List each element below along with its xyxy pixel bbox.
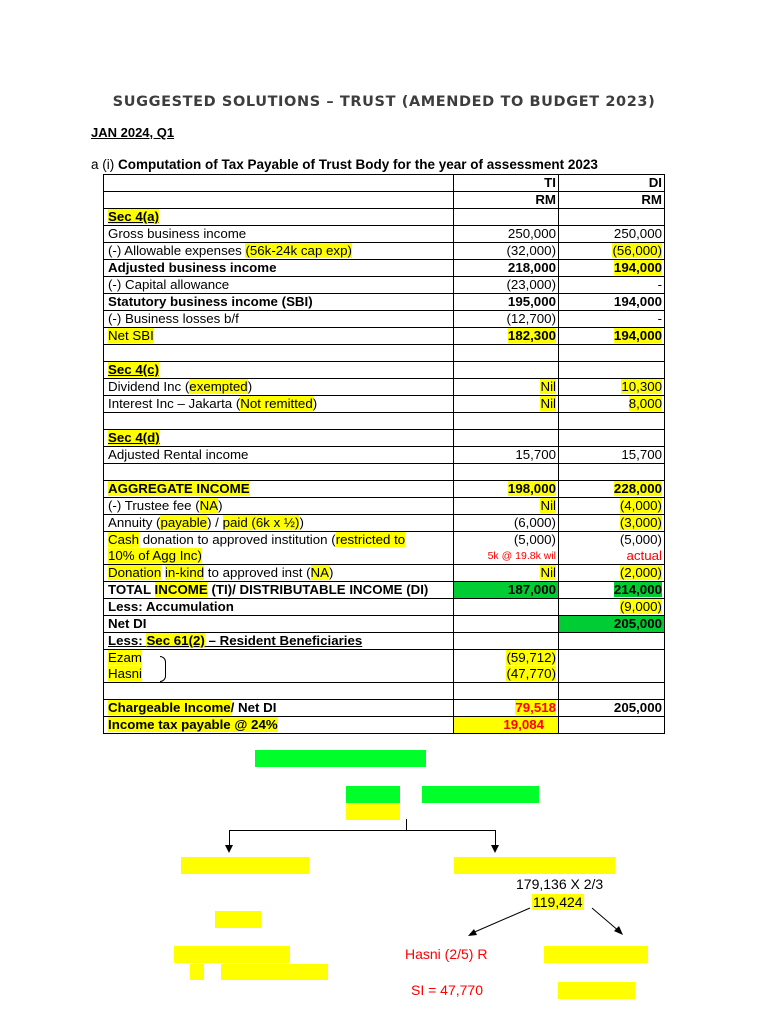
table-row: Dividend Inc (exempted) Nil 10,300 xyxy=(104,379,665,396)
beneficiary-brace xyxy=(160,656,166,682)
table-row: Less: Accumulation (9,000) xyxy=(104,599,665,616)
calc-line-2: 119,424 xyxy=(533,894,583,910)
table-row xyxy=(104,430,665,447)
table-row xyxy=(104,464,665,481)
hasni-share-label: Hasni (2/5) R xyxy=(405,946,488,962)
table-row: Ezam Hasni (59,712) (47,770) xyxy=(104,650,665,683)
header-ti-unit: RM xyxy=(454,192,559,209)
highlight-block xyxy=(215,911,261,928)
arrow-down-right-icon xyxy=(614,926,623,935)
table-row: Net SBI 182,300 194,000 xyxy=(104,328,665,345)
document-title: SUGGESTED SOLUTIONS – TRUST (AMENDED TO BUDGET 2023) xyxy=(112,94,656,110)
table-row: AGGREGATE INCOME 198,000 228,000 xyxy=(104,481,665,498)
table-row: Adjusted Rental income 15,700 15,700 xyxy=(104,447,665,464)
table-row xyxy=(104,345,665,362)
row-label: (-) Allowable expenses (56k-24k cap exp) xyxy=(104,243,454,260)
connector-line xyxy=(495,830,496,846)
table-row: (-) Capital allowance (23,000) - xyxy=(104,277,665,294)
hasni-si-label: SI = 47,770 xyxy=(411,982,484,998)
table-row: Annuity (payable) / paid (6k x ½)) (6,000) (3,000) xyxy=(104,515,665,532)
header-di-unit: RM xyxy=(559,192,665,209)
highlight-block xyxy=(181,857,309,874)
highlight-block xyxy=(190,964,204,980)
table-row xyxy=(104,175,665,192)
highlight-block xyxy=(558,982,635,999)
highlight-block xyxy=(544,946,648,963)
connector-line xyxy=(229,830,496,831)
table-row: Cash donation to approved institution (restricted to 10% of Agg Inc) (5,000) 5k @ 19.8k wil (5,000) actual xyxy=(104,532,665,565)
table-row: Adjusted business income 218,000 194,000 xyxy=(104,260,665,277)
table-row: Donation in-kind to approved inst (NA) Nil (2,000) xyxy=(104,565,665,582)
arrow-down-left-icon xyxy=(468,929,477,936)
header-di: DI xyxy=(559,175,665,192)
header-ti: TI xyxy=(454,175,559,192)
table-row xyxy=(104,362,665,379)
table-row xyxy=(104,209,665,226)
arrow-down-icon xyxy=(491,845,499,853)
table-row: Chargeable Income/ Net DI 79,518 205,000 xyxy=(104,700,665,717)
highlight-block xyxy=(422,786,539,803)
row-label: Gross business income xyxy=(104,226,454,243)
table-row: Net DI 205,000 xyxy=(104,616,665,633)
table-row xyxy=(104,683,665,700)
highlight-block xyxy=(174,946,290,963)
table-row xyxy=(104,413,665,430)
table-row xyxy=(104,192,665,209)
section-sec4d: Sec 4(d) xyxy=(108,430,160,445)
calc-line-1: 179,136 X 2/3 xyxy=(516,876,604,892)
part-heading xyxy=(91,157,598,172)
arrow-line-left xyxy=(470,908,530,934)
section-sec4c: Sec 4(c) xyxy=(108,362,159,377)
table-row: (-) Allowable expenses (56k-24k cap exp) (32,000) (56,000) xyxy=(104,243,665,260)
table-row: (-) Trustee fee (NA) Nil (4,000) xyxy=(104,498,665,515)
arrow-line-right xyxy=(592,908,620,932)
table-row: Interest Inc – Jakarta (Not remitted) Nil 8,000 xyxy=(104,396,665,413)
part-prefix: a (i) xyxy=(91,157,118,172)
highlight-block xyxy=(346,803,400,820)
section-sec4a: Sec 4(a) xyxy=(108,209,159,224)
split-arrows xyxy=(460,900,630,950)
table-row: Less: Sec 61(2) – Resident Beneficiaries xyxy=(104,633,665,650)
table-row: Statutory business income (SBI) 195,000 194,000 xyxy=(104,294,665,311)
question-heading: JAN 2024, Q1 xyxy=(91,125,175,140)
highlight-block xyxy=(454,857,615,874)
table-row: Gross business income 250,000 250,000 xyxy=(104,226,665,243)
highlight-block xyxy=(255,750,426,767)
connector-line xyxy=(229,830,230,846)
highlight-block xyxy=(221,964,328,980)
table-row: Income tax payable @ 24% 19,084 xyxy=(104,717,665,734)
part-title: Computation of Tax Payable of Trust Body for the year of assessment 2023 xyxy=(118,157,598,172)
highlight-block xyxy=(346,786,400,803)
arrow-down-icon xyxy=(225,845,233,853)
tax-computation-table xyxy=(103,174,665,734)
table-row: (-) Business losses b/f (12,700) - xyxy=(104,311,665,328)
table-row: TOTAL INCOME (TI)/ DISTRIBUTABLE INCOME (DI) 187,000 214,000 xyxy=(104,582,665,599)
